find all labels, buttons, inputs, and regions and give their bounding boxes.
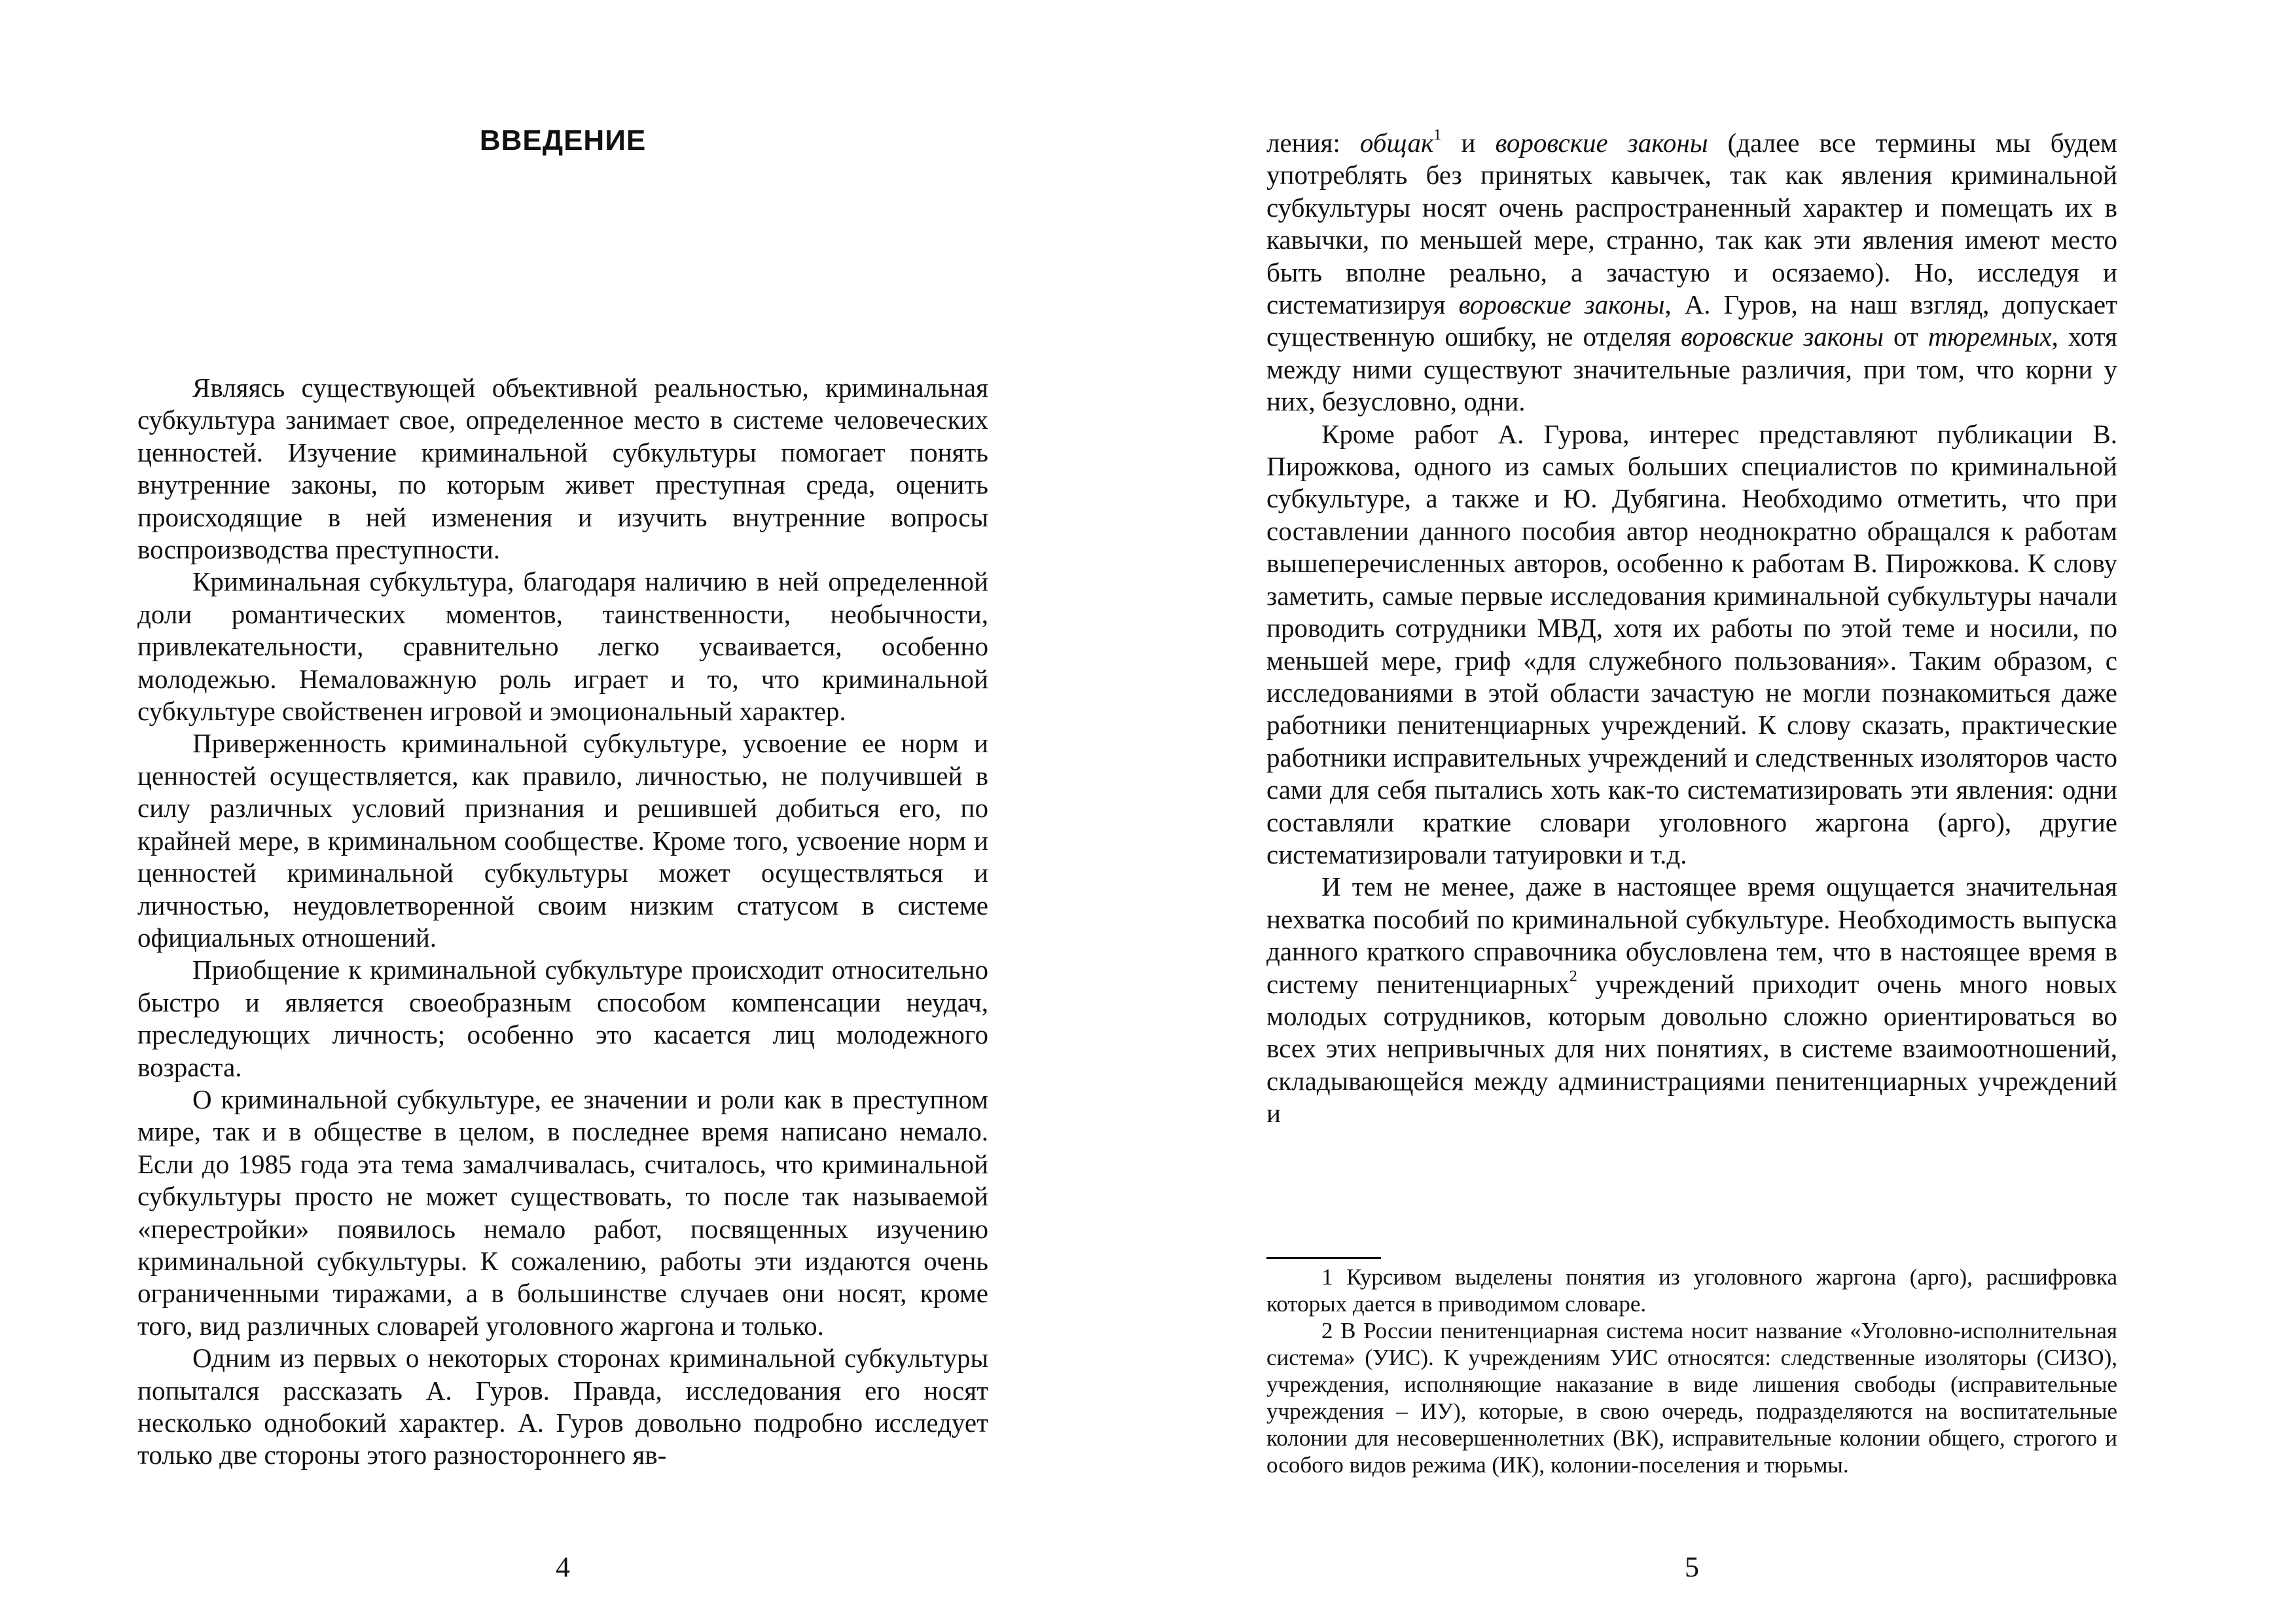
text-run: учреждений приходит очень много новых молодых сотрудников, которым довольно сложно ориентироваться во всех этих непривычных для них понятиях, в системе взаимоотношений, складывающейся между администрациями пенитенциарных учреждений и [1266,968,2117,1129]
footnote-divider [1266,1257,1381,1259]
jargon-term: воровские законы [1495,128,1708,158]
footnote-1: 1 Курсивом выделены понятия из уголовного жаргона (арго), расшифровка которых дается в приводимом словаре. [1266,1264,2117,1317]
text-run: , хотя между ними существуют значительные различия, при том, что корни у них, безусловно, одни. [1266,321,2117,417]
text-run: ления: [1266,128,1360,158]
page-number-left: 4 [556,1551,570,1583]
paragraph [1266,871,2117,1129]
footnote-ref-2: 2 [1569,967,1577,985]
paragraph: Приобщение к криминальной субкультуре происходит относительно быстро и является своеобразным способом компенсации неудач, преследующих личность; особенно это касается лиц молодежного возраста. [137,955,988,1082]
footnote-ref-1: 1 [1433,126,1442,144]
text-run: И тем не менее, даже в настоящее время ощущается значительная нехватка пособий по криминальной субкультуре. Необходимость выпуска данного краткого справочника обусловлена тем, что в настоящее время в систему пенитенциарных [1266,871,2117,999]
right-page-body [1266,127,2117,1130]
left-page-body [137,372,988,1472]
footnote-2: 2 В России пенитенциарная система носит название «Уголовно-исполнительная система» (УИС). К учреждениям УИС относятся: следственные изоляторы (СИЗО), учреждения, исполняющие наказание в виде лишения свободы (исправительные учреждения – ИУ), которые, в свою очередь, подразделяются на воспитательные колонии для несовершеннолетних (ВК), исправительные колонии общего, строгого и особого видов режима (ИК), колонии-поселения и тюрьмы. [1266,1318,2117,1478]
jargon-term: воровские законы [1458,289,1665,320]
footnotes [1266,1264,2117,1478]
paragraph: Приверженность криминальной субкультуре, усвоение ее норм и ценностей осуществляется, как правило, личностью, не получившей в силу различных условий признания и решившей добиться его, по крайней мере, в криминальном сообществе. Кроме того, усвоение норм и ценностей криминальной субкультуры может осуществляться и личностью, неудовлетворенной своим низким статусом в системе официальных отношений. [137,728,988,953]
paragraph-continued [1266,127,2117,418]
text-run: и [1441,128,1496,158]
right-page [1148,0,2296,1623]
page-number-right: 5 [1685,1551,1699,1583]
paragraph: Кроме работ А. Гурова, интерес представляют публикации В. Пирожкова, одного из самых больших специалистов по криминальной субкультуре, а также и Ю. Дубягина. Необходимо отметить, что при составлении данного пособия автор неоднократно обращался к работам вышеперечисленных авторов, особенно к работам В. Пирожкова. К слову заметить, самые первые исследования криминальной субкультуры начали проводить сотрудники МВД, хотя их работы по этой теме и носили, по меньшей мере, гриф «для служебного пользования». Таким образом, с исследованиями в этой области зачастую не могли познакомиться даже работники пенитенциарных учреждений. К слову сказать, практические работники исправительных учреждений и следственных изоляторов часто сами для себя пытались хоть как-то систематизировать эти явления: одни составляли краткие словари уголовного жаргона (арго), другие систематизировали татуировки и т.д. [1266,418,2117,869]
jargon-term: воровские законы [1681,321,1884,352]
paragraph: Одним из первых о некоторых сторонах криминальной субкультуры попытался рассказать А. Гуров. Правда, исследования его носят несколько однобокий характер. А. Гуров довольно подробно исследует только две стороны этого разностороннего яв- [137,1343,988,1470]
page-heading: ВВЕДЕНИЕ [479,124,647,156]
text-run: , А. Гуров, на наш взгляд, допускает существенную ошибку, не отделяя [1266,289,2117,352]
text-run: от [1883,321,1928,352]
paragraph: Криминальная субкультура, благодаря наличию в ней определенной доли романтических моментов, таинственности, необычности, привлекательности, сравнительно легко усваивается, особенно молодежью. Немаловажную роль играет и то, что криминальной субкультуре свойственен игровой и эмоциональный характер. [137,566,988,727]
text-run: (далее все термины мы будем употреблять без принятых кавычек, так как явления криминальной субкультуры носят очень распространенный характер и помещать их в кавычки, по меньшей мере, странно, так как эти явления имеют место быть вполне реально, а зачастую и осязаемо). Но, исследуя и систематизируя [1266,128,2117,320]
paragraph: Являясь существующей объективной реальностью, криминальная субкультура занимает свое, определенное место в системе человеческих ценностей. Изучение криминальной субкультуры помогает понять внутренние законы, по которым живет преступная среда, оценить происходящие в ней изменения и изучить внутренние вопросы воспроизводства преступности. [137,373,988,565]
jargon-term: общак [1359,128,1434,158]
paragraph: О криминальной субкультуре, ее значении и роли как в преступном мире, так и в обществе в целом, в последнее время написано немало. Если до 1985 года эта тема замалчивалась, считалось, что криминальной субкультуры просто не может существовать, то после так называемой «перестройки» появилось немало работ, посвященных изучению криминальной субкультуры. К сожалению, работы эти издаются очень ограниченными тиражами, а в большинстве случаев они носят, кроме того, вид различных словарей уголовного жаргона и только. [137,1084,988,1341]
jargon-term: тюремных [1928,321,2052,352]
